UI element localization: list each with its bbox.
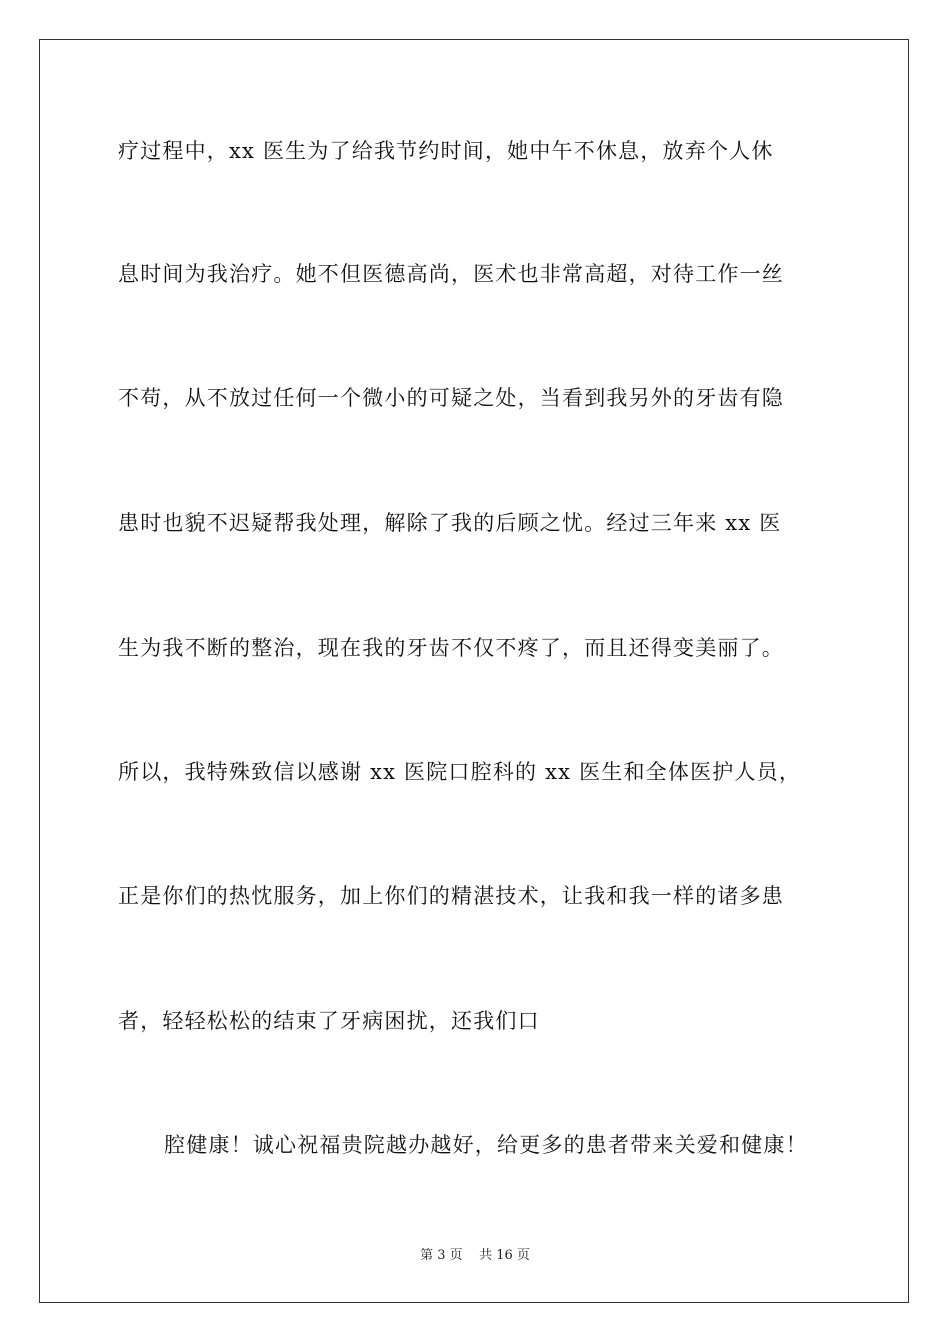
body-text-line-indented: 腔健康！诚心祝福贵院越办越好，给更多的患者带来关爱和健康！	[164, 1133, 808, 1157]
body-text-line: 患时也貌不迟疑帮我处理，解除了我的后顾之忧。经过三年来 xx 医	[118, 511, 782, 535]
body-text-line: 生为我不断的整治，现在我的牙齿不仅不疼了，而且还得变美丽了。	[118, 636, 784, 660]
body-text-line: 疗过程中，xx 医生为了给我节约时间，她中午不休息，放弃个人休	[118, 139, 774, 163]
body-text-line: 正是你们的热忱服务，加上你们的精湛技术，让我和我一样的诸多患	[118, 884, 784, 908]
body-text-line: 息时间为我治疗。她不但医德高尚，医术也非常高超，对待工作一丝	[118, 262, 784, 286]
page-border	[39, 39, 909, 1303]
body-text-line: 所以，我特殊致信以感谢 xx 医院口腔科的 xx 医生和全体医护人员，	[118, 760, 802, 784]
body-text-line: 不苟，从不放过任何一个微小的可疑之处，当看到我另外的牙齿有隐	[118, 386, 784, 410]
body-text-line: 者，轻轻松松的结束了牙病困扰，还我们口	[118, 1009, 540, 1033]
page-number-footer: 第 3 页 共 16 页	[420, 1248, 530, 1263]
